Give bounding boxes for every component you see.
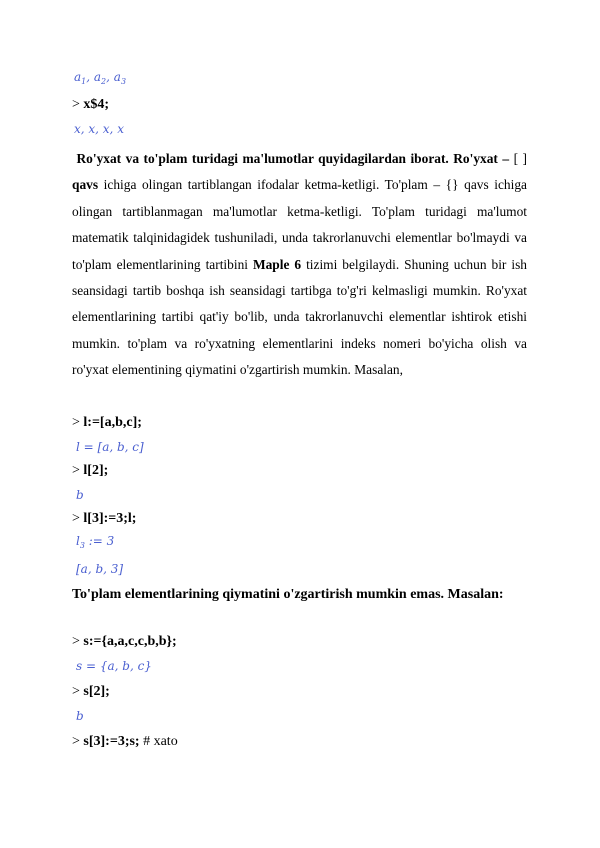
command-line-s-index: > s[2];: [72, 684, 110, 699]
output-x-sequence: x, x, x, x: [74, 122, 124, 136]
brackets-text: [ ]: [513, 151, 527, 166]
output-l-list: l = [a, b, c]: [76, 440, 144, 454]
command-line-l-modify: > l[3]:=3;l;: [72, 511, 137, 526]
command-line-l-index: > l[2];: [72, 463, 109, 478]
body-paragraph: [72, 146, 527, 384]
output-l-index: b: [76, 488, 84, 502]
paragraph-text-1: ichiga olingan tartiblangan ifodalar ketma-ketligi. To'plam – {} qavs ichiga olingan tartiblanmagan ma'lumotlar ketma-ketligi. To'plam turidagi ma'lumot matematik talqinidagidek tushuniladi, unda takrorlanuvchi elementlar bo'lmaydi va to'plam elementlarining tartibini: [72, 177, 527, 272]
command-line-s-modify: > s[3]:=3;s; # xato: [72, 734, 178, 749]
maple-bold: Maple 6: [252, 256, 302, 272]
qavs-bold: qavs: [72, 177, 99, 193]
paragraph-text-2: tizimi belgilaydi. Shuning uchun bir ish seansidagi tartib boshqa ish seansidagi tartibga to'g'ri kelmasligi mumkin. Ro'yxat elementlarining tartibi qat'iy bo'lib, unda takrorlanuvchi elementlar ishtirok etishi mumkin. to'plam va ro'yxatning elementlarini indeks nomeri bo'yicha olish va ro'yxat elementining qiymatini o'zgartirish mumkin. Masalan,: [72, 256, 527, 378]
command-line-l-assign: > l:=[a,b,c];: [72, 415, 142, 430]
error-comment: # xato: [143, 734, 178, 749]
prompt: >: [72, 97, 80, 112]
paragraph-lead: Ro'yxat va to'plam turidagi ma'lumotlar quyidagilardan iborat. Ro'yxat –: [76, 151, 510, 166]
section-heading: To'plam elementlarining qiymatini o'zgartirish mumkin emas. Masalan:: [72, 587, 504, 602]
output-sequence: $a_1$, $a_2$, $a_3$: [74, 70, 127, 86]
output-l-modified: [a, b, 3]: [76, 562, 124, 576]
command-line-x4: [72, 97, 109, 113]
output-s-set: s = {a, b, c}: [76, 659, 152, 673]
output-s-index: b: [76, 709, 84, 723]
command-line-s-assign: > s:={a,a,c,c,b,b};: [72, 634, 177, 649]
output-l-assign: $l_3$ := 3: [76, 534, 115, 550]
command-text: x$4;: [83, 97, 110, 112]
